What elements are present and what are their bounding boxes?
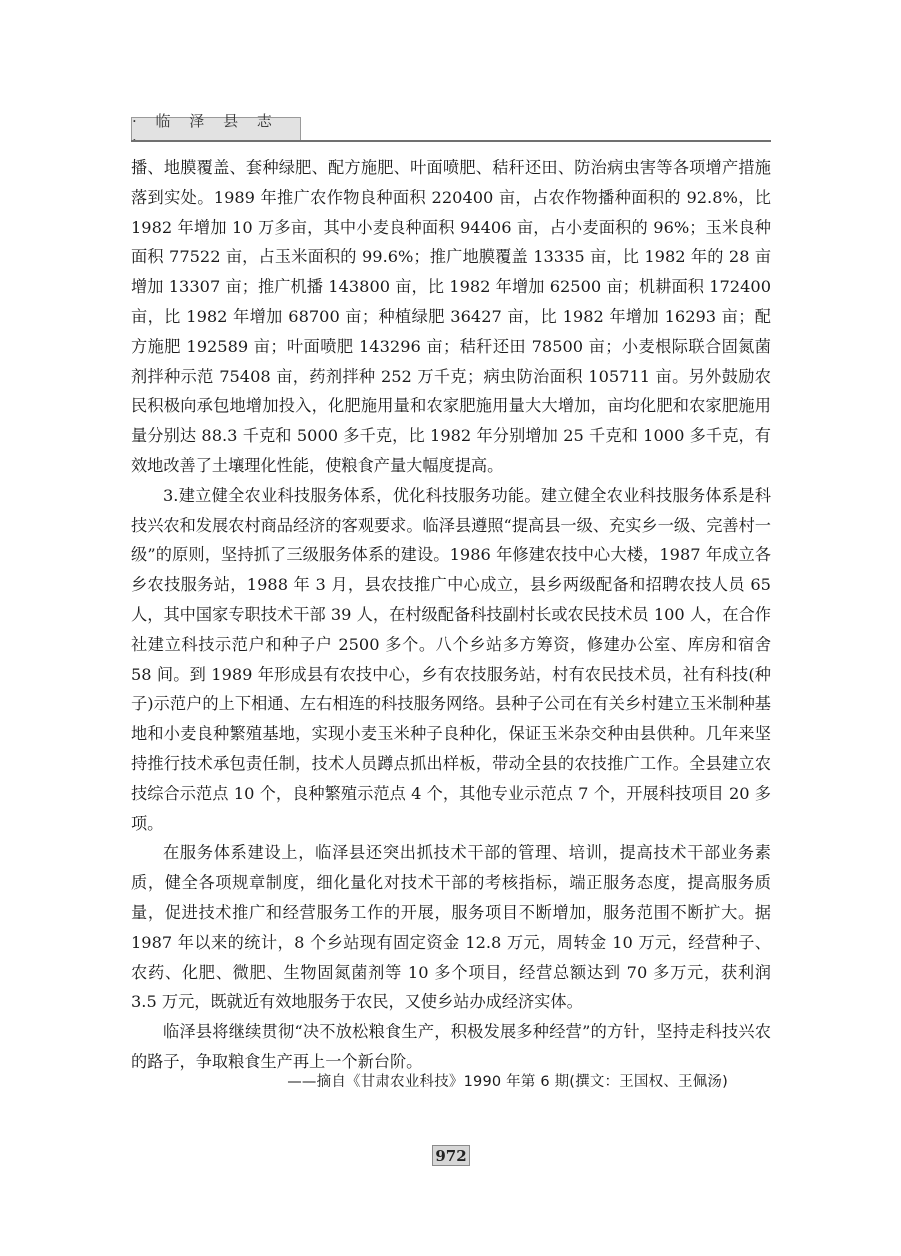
paragraph-continuation: 播、地膜覆盖、套种绿肥、配方施肥、叶面喷肥、秸秆还田、防治病虫害等各项增产措施落到实处。1989 年推广农作物良种面积 220400 亩，占农作物播种面积的 92.8%，比 1982 年增加 10 万多亩，其中小麦良种面积 94406 亩，占小麦面积的 96%；玉米良种面积 77522 亩，占玉米面积的 99.6%；推广地膜覆盖 13335 亩，比 1982 年的 28 亩增加 13307 亩；推广机播 143800 亩，比 1982 年增加 62500 亩；机耕面积 172400 亩，比 1982 年增加 68700 亩；种植绿肥 36427 亩，比 1982 年增加 16293 亩；配方施肥 192589 亩；叶面喷肥 143296 亩；秸秆还田 78500 亩；小麦根际联合固氮菌剂拌种示范 75408 亩，药剂拌种 252 万千克；病虫防治面积 105711 亩。另外鼓励农民积极向承包地增加投入，化肥施用量和农家肥施用量大大增加，亩均化肥和农家肥施用量分别达 88.3 千克和 5000 多千克，比 1982 年分别增加 25 千克和 1000 多千克，有效地改善了土壤理化性能，使粮食产量大幅度提高。 [131, 158, 771, 475]
source-citation: ——摘自《甘肃农业科技》1990 年第 6 期(撰文：王国权、王佩汤) [287, 1074, 728, 1090]
running-header-title: · 临 泽 县 志 [131, 117, 301, 140]
body-text [131, 153, 771, 1077]
page-number: 972 [432, 1145, 470, 1166]
paragraph-tech-service-system: 3.建立健全农业科技服务体系，优化科技服务功能。建立健全农业科技服务体系是科技兴农和发展农村商品经济的客观要求。临泽县遵照“提高县一级、充实乡一级、完善村一级”的原则，坚持抓了三级服务体系的建设。1986 年修建农技中心大楼，1987 年成立各乡农技服务站，1988 年 3 月，县农技推广中心成立，县乡两级配备和招聘农技人员 65 人，其中国家专职技术干部 39 人，在村级配备科技副村长或农民技术员 100 人，在合作社建立科技示范户和种子户 2500 多个。八个乡站多方筹资，修建办公室、库房和宿舍 58 间。到 1989 年形成县有农技中心，乡有农技服务站，村有农民技术员，社有科技(种子)示范户的上下相通、左右相连的科技服务网络。县种子公司在有关乡村建立玉米制种基地和小麦良种繁殖基地，实现小麦玉米种子良种化，保证玉米杂交种由县供种。几年来坚持推行技术承包责任制，技术人员蹲点抓出样板，带动全县的农技推广工作。全县建立农技综合示范点 10 个，良种繁殖示范点 4 个，其他专业示范点 7 个，开展科技项目 20 多项。 [131, 485, 771, 833]
running-header [131, 111, 771, 141]
paragraph-service-construction: 在服务体系建设上，临泽县还突出抓技术干部的管理、培训，提高技术干部业务素质，健全各项规章制度，细化量化对技术干部的考核指标，端正服务态度，提高服务质量，促进技术推广和经营服务工作的开展，服务项目不断增加，服务范围不断扩大。据 1987 年以来的统计，8 个乡站现有固定资金 12.8 万元，周转金 10 万元，经营种子、农药、化肥、微肥、生物固氮菌剂等 10 多个项目，经营总额达到 70 多万元，获利润 3.5 万元，既就近有效地服务于农民，又使乡站办成经济实体。 [131, 843, 771, 1012]
header-rule [131, 140, 771, 142]
paragraph-conclusion: 临泽县将继续贯彻“决不放松粮食生产，积极发展多种经营”的方针，坚持走科技兴农的路子，争取粮食生产再上一个新台阶。 [131, 1022, 771, 1071]
